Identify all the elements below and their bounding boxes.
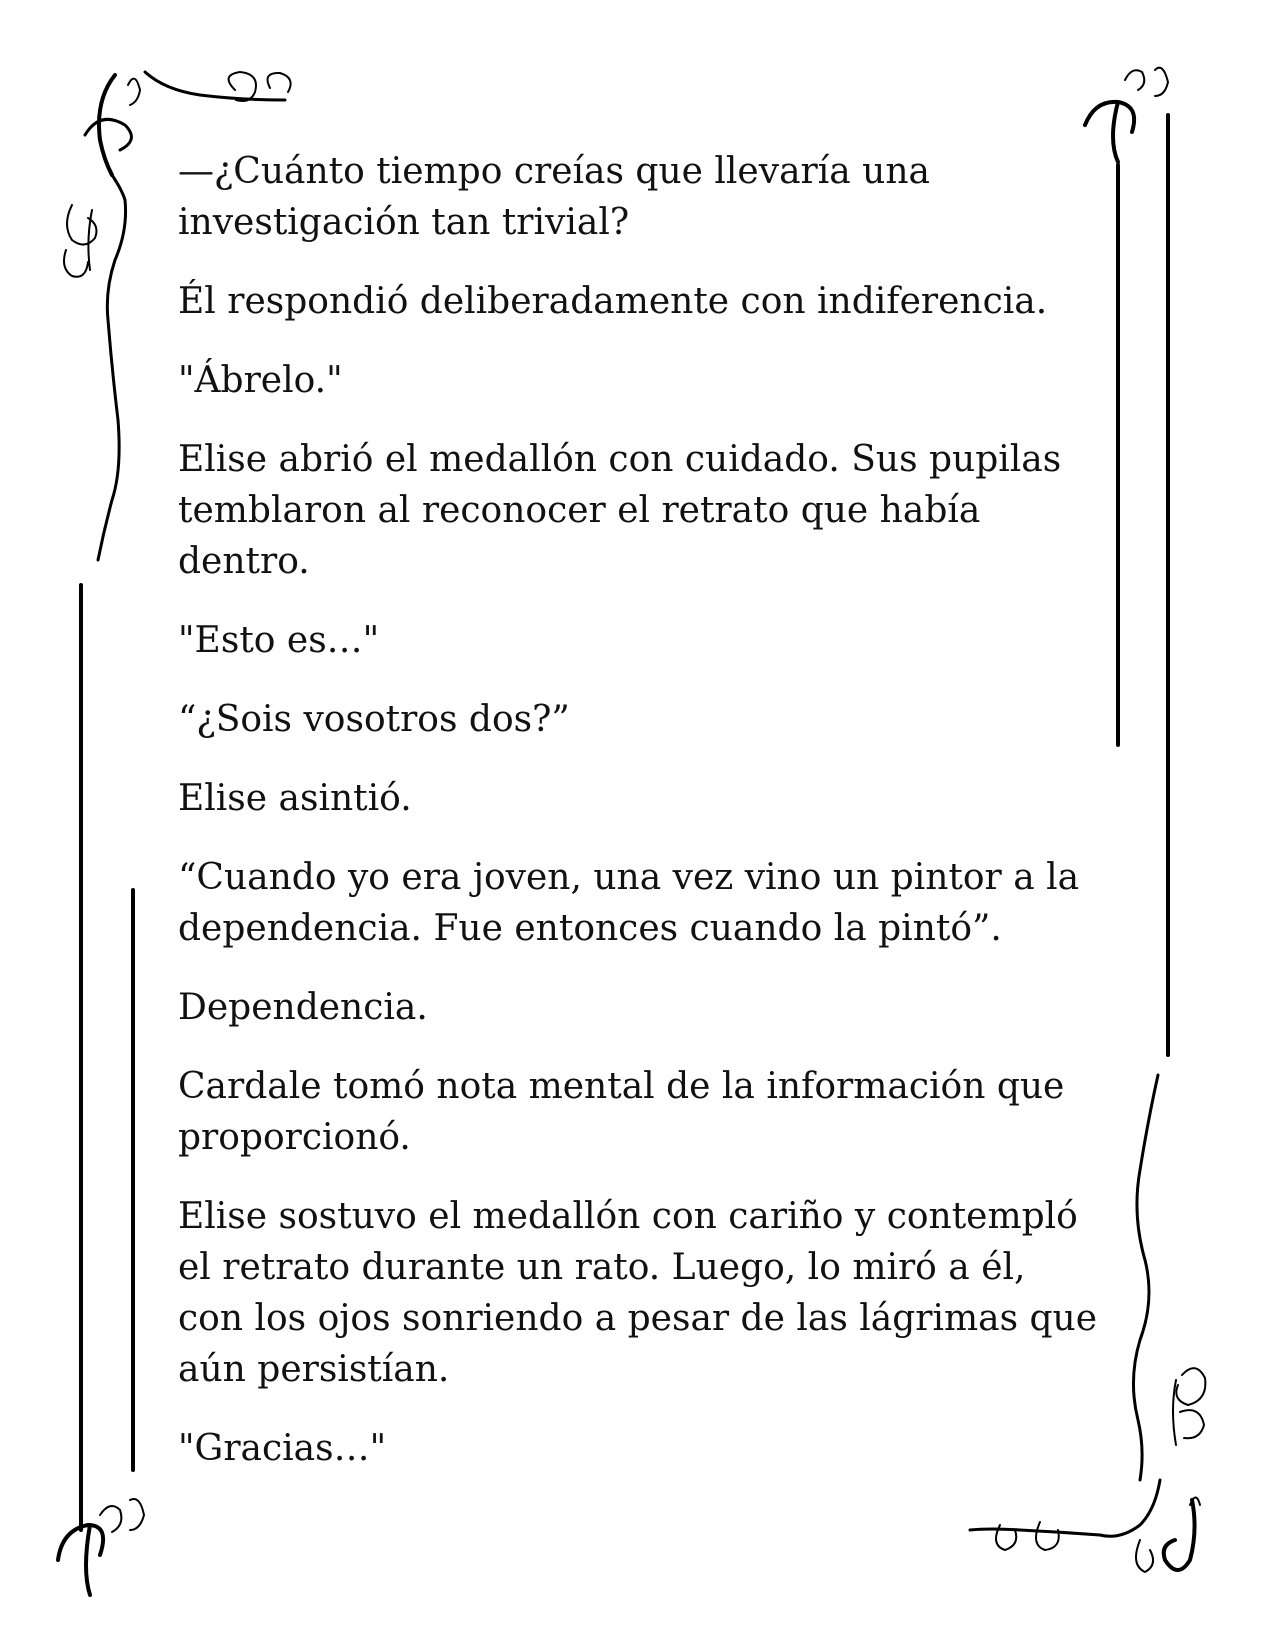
paragraph-10: Cardale tomó nota mental de la información que proporcionó. xyxy=(178,1066,1065,1158)
paragraph-7: Elise asintió. xyxy=(178,778,412,819)
paragraph-3: "Ábrelo." xyxy=(178,360,343,401)
paragraph-1: —¿Cuánto tiempo creías que llevaría una investigación tan trivial? xyxy=(178,151,930,243)
bottom-left-flourish-icon xyxy=(58,1499,144,1595)
paragraph-5: "Esto es…" xyxy=(178,620,380,661)
paragraph-12: "Gracias…" xyxy=(178,1428,387,1469)
paragraph-6: “¿Sois vosotros dos?” xyxy=(178,699,570,740)
paragraph-4: Elise abrió el medallón con cuidado. Sus pupilas temblaron al reconocer el retrato que había dentro. xyxy=(178,439,1062,582)
paragraph-11: Elise sostuvo el medallón con cariño y contempló el retrato durante un rato. Luego, lo miró a él, con los ojos sonriendo a pesar de las lágrimas que aún persistían. xyxy=(178,1196,1098,1390)
story-text xyxy=(178,146,1098,1502)
paragraph-2: Él respondió deliberadamente con indiferencia. xyxy=(178,281,1048,322)
paragraph-8: “Cuando yo era joven, una vez vino un pintor a la dependencia. Fue entonces cuando la pintó”. xyxy=(178,857,1080,949)
paragraph-9: Dependencia. xyxy=(178,987,428,1028)
